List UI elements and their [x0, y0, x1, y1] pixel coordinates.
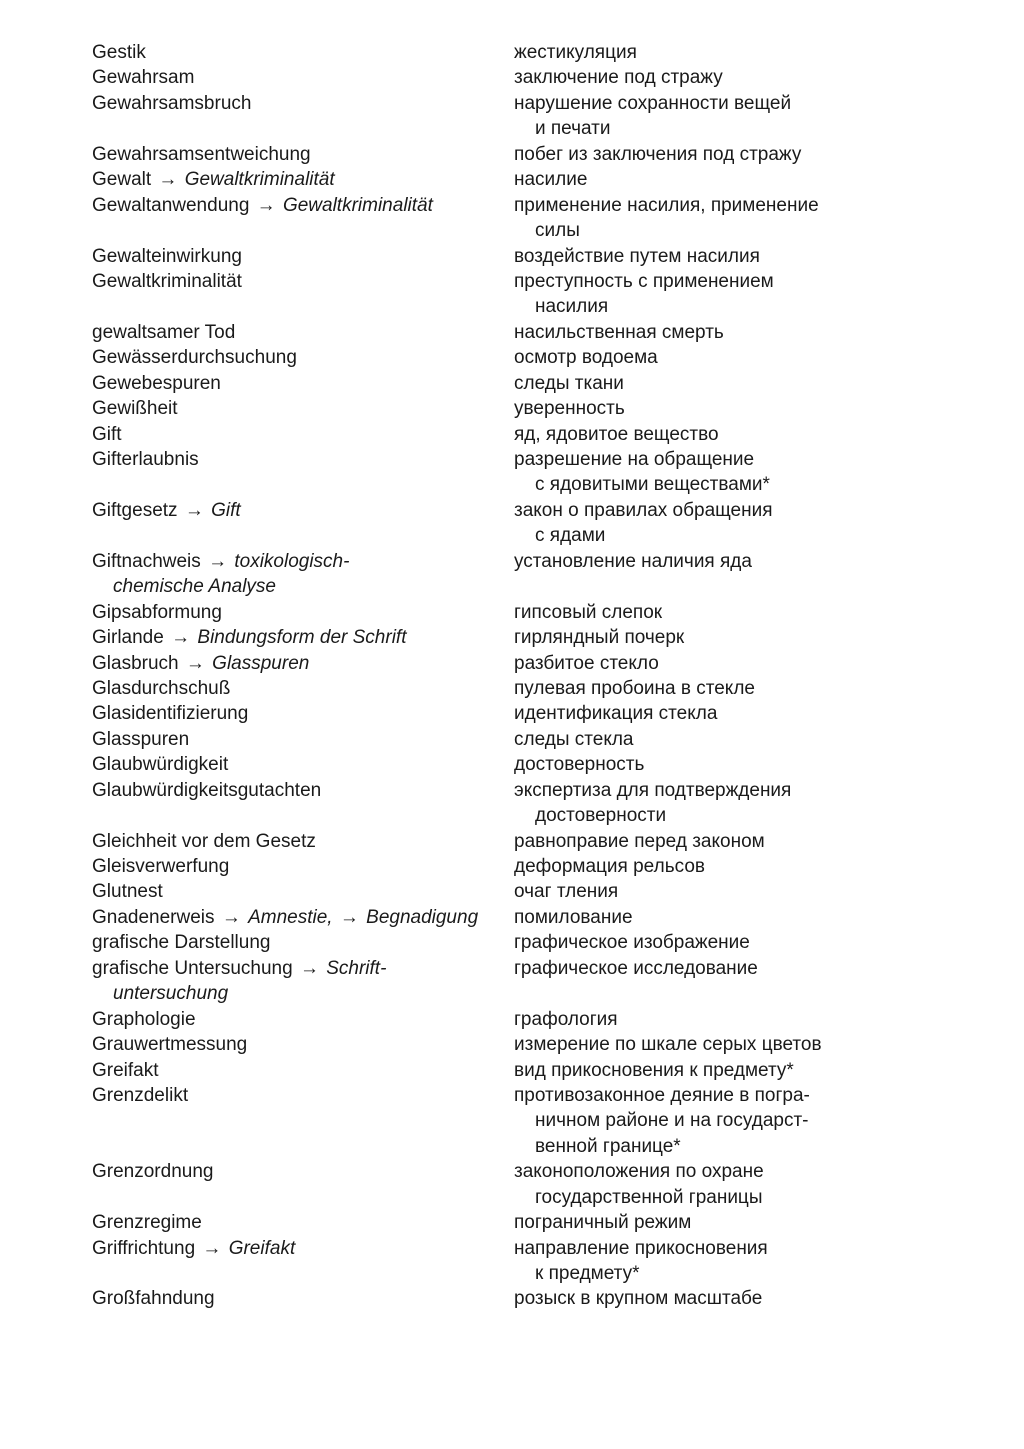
term-line — [92, 854, 507, 879]
term-line — [92, 752, 507, 777]
translation: воздействие путем насилия — [514, 245, 760, 267]
translation: насильственная смерть — [514, 321, 724, 343]
translation: законоположения по охране — [514, 1161, 764, 1183]
term-line — [92, 1007, 507, 1032]
term-continuation — [92, 574, 507, 599]
term-line — [92, 676, 507, 701]
translation: осмотр водоема — [514, 347, 658, 369]
translation: заключение под стражу — [514, 67, 723, 89]
headword: grafische Darstellung — [92, 932, 271, 954]
term-line — [92, 193, 507, 218]
cross-reference: Begnadigung — [366, 906, 479, 928]
term-line — [92, 727, 507, 752]
headword: Grenzdelikt — [92, 1084, 189, 1106]
term-line — [92, 422, 507, 447]
term-line — [92, 829, 507, 854]
term-line — [92, 1083, 507, 1108]
term-line — [92, 1210, 507, 1235]
translation: насилие — [514, 169, 588, 191]
translation: экспертиза для подтверждения — [514, 779, 792, 801]
translation-continuation: с ядовитыми веществами* — [535, 474, 770, 496]
term-line — [92, 701, 507, 726]
headword: Gestik — [92, 42, 146, 63]
translation: графическое исследование — [514, 957, 758, 979]
headword: Gewahrsam — [92, 67, 195, 89]
spacer — [514, 981, 864, 1006]
spacer — [92, 1185, 507, 1210]
russian-translations-column — [514, 40, 864, 1312]
term-line — [92, 142, 507, 167]
term-line — [92, 91, 507, 116]
arrow-icon: → — [208, 550, 228, 572]
translation-continuation: венной границе* — [535, 1135, 681, 1157]
translation: уверенность — [514, 398, 625, 420]
term-line — [92, 1286, 507, 1311]
arrow-icon: → — [299, 957, 319, 979]
translation: пулевая пробоина в стекле — [514, 677, 755, 699]
headword: Gleisverwerfung — [92, 856, 230, 877]
term-line — [92, 396, 507, 421]
term-line — [92, 244, 507, 269]
term-line — [92, 778, 507, 803]
cross-reference: Schrift- — [326, 957, 387, 979]
translation: применение насилия, применение — [514, 194, 819, 216]
arrow-icon: → — [202, 1237, 222, 1259]
translation: вид прикосновения к предмету* — [514, 1059, 794, 1081]
headword: Gewebespuren — [92, 372, 221, 394]
cross-reference: chemische Analyse — [113, 576, 276, 598]
cross-reference: Gewaltkriminalität — [282, 194, 433, 216]
headword: Glasdurchschuß — [92, 677, 231, 699]
translation-continuation: с ядами — [535, 525, 606, 547]
headword: Großfahndung — [92, 1288, 215, 1310]
translation: яд, ядовитое вещество — [514, 423, 719, 445]
term-line — [92, 1032, 507, 1057]
headword: Gift — [92, 423, 122, 445]
term-line — [92, 447, 507, 472]
spacer — [92, 294, 507, 319]
translation: разбитое стекло — [514, 652, 659, 674]
translation: жестикуляция — [514, 42, 637, 63]
headword: Graphologie — [92, 1008, 196, 1030]
translation: преступность с применением — [514, 270, 774, 292]
headword: Gleichheit vor dem Gesetz — [92, 830, 316, 852]
headword: Gipsabformung — [92, 601, 222, 623]
translation-continuation: достоверности — [535, 805, 667, 827]
spacer — [92, 472, 507, 497]
translation: графология — [514, 1008, 618, 1030]
translation: идентификация стекла — [514, 703, 718, 725]
translation: деформация рельсов — [514, 856, 705, 877]
translation: побег из заключения под стражу — [514, 143, 802, 165]
term-line — [92, 1236, 507, 1261]
headword: Glasspuren — [92, 728, 190, 750]
translation: достоверность — [514, 754, 645, 776]
term-line — [92, 269, 507, 294]
arrow-icon: → — [221, 906, 241, 928]
headword: Grauwertmessung — [92, 1034, 248, 1056]
headword: Greifakt — [92, 1059, 159, 1081]
translation: графическое изображение — [514, 932, 750, 954]
term-line — [92, 651, 507, 676]
translation: нарушение сохранности вещей — [514, 92, 792, 114]
translation: следы ткани — [514, 372, 624, 394]
translation-continuation: насилия — [535, 296, 609, 318]
translation: установление наличия яда — [514, 550, 752, 572]
translation: равноправие перед законом — [514, 830, 765, 852]
translation: пограничный режим — [514, 1212, 692, 1234]
headword: Gewalt — [92, 169, 152, 191]
translation: противозаконное деяние в погра- — [514, 1084, 810, 1106]
translation: розыск в крупном масштабе — [514, 1288, 763, 1310]
spacer — [92, 523, 507, 548]
german-terms-column — [92, 40, 507, 1312]
term-line — [92, 600, 507, 625]
term-continuation — [92, 981, 507, 1006]
cross-reference: Gift — [211, 499, 241, 521]
term-line — [92, 930, 507, 955]
term-line — [92, 905, 507, 930]
headword: Griffrichtung — [92, 1237, 196, 1259]
arrow-icon: → — [339, 906, 359, 928]
headword: Glasbruch — [92, 652, 179, 674]
translation: разрешение на обращение — [514, 449, 755, 470]
headword: gewaltsamer Tod — [92, 321, 236, 343]
cross-reference: Greifakt — [228, 1237, 296, 1259]
term-line — [92, 1159, 507, 1184]
term-line — [92, 65, 507, 90]
arrow-icon: → — [171, 627, 191, 649]
term-line — [92, 956, 507, 981]
headword: Glaubwürdigkeit — [92, 754, 229, 776]
term-line — [92, 167, 507, 192]
translation: гипсовый слепок — [514, 601, 663, 623]
arrow-icon: → — [184, 499, 204, 521]
cross-reference: Gewaltkriminalität — [184, 169, 335, 191]
term-line — [92, 40, 507, 65]
headword: Giftnachweis — [92, 550, 201, 572]
spacer — [514, 574, 864, 599]
cross-reference: Glasspuren — [212, 652, 310, 674]
headword: Glasidentifizierung — [92, 703, 249, 725]
translation-continuation: государственной границы — [535, 1186, 763, 1208]
headword: Gewahrsamsbruch — [92, 92, 252, 114]
headword: Girlande — [92, 627, 164, 649]
translation: закон о правилах обращения — [514, 499, 773, 521]
translation-continuation: ничном районе и на государст- — [535, 1110, 809, 1132]
spacer — [92, 116, 507, 141]
headword: Gewalteinwirkung — [92, 245, 242, 267]
spacer — [92, 803, 507, 828]
headword: Grenzordnung — [92, 1161, 214, 1183]
translation: измерение по шкале серых цветов — [514, 1034, 822, 1056]
arrow-icon: → — [158, 169, 178, 191]
headword: Gifterlaubnis — [92, 449, 199, 470]
cross-reference: Bindungsform der Schrift — [197, 627, 407, 649]
headword: Gewißheit — [92, 398, 178, 420]
headword: Gewahrsamsentweichung — [92, 143, 311, 165]
headword: Gnadenerweis — [92, 906, 215, 928]
cross-reference: toxikologisch- — [234, 550, 350, 572]
spacer — [92, 1261, 507, 1286]
term-line — [92, 879, 507, 904]
headword: Gewaltanwendung — [92, 194, 250, 216]
headword: grafische Untersuchung — [92, 957, 293, 979]
arrow-icon: → — [185, 652, 205, 674]
translation: следы стекла — [514, 728, 634, 750]
headword: Giftgesetz — [92, 499, 178, 521]
spacer — [92, 1134, 507, 1159]
cross-reference: untersuchung — [113, 983, 229, 1005]
term-line — [92, 1058, 507, 1083]
term-line — [92, 320, 507, 345]
headword: Glaubwürdigkeitsgutachten — [92, 779, 322, 801]
headword: Gewässerdurchsuchung — [92, 347, 297, 369]
term-line — [92, 345, 507, 370]
translation-continuation: силы — [535, 220, 580, 242]
headword: Gewaltkriminalität — [92, 270, 242, 292]
translation: направление прикосновения — [514, 1237, 768, 1259]
translation-continuation: к предмету* — [535, 1263, 640, 1284]
term-line — [92, 498, 507, 523]
term-line — [92, 549, 507, 574]
cross-reference: Amnestie, — [248, 906, 333, 928]
translation: очаг тления — [514, 881, 619, 903]
translation: гирляндный почерк — [514, 627, 685, 649]
headword: Grenzregime — [92, 1212, 202, 1234]
translation-continuation: и печати — [535, 118, 611, 140]
spacer — [92, 218, 507, 243]
spacer — [92, 1108, 507, 1133]
arrow-icon: → — [256, 194, 276, 216]
term-line — [92, 625, 507, 650]
translation: помилование — [514, 906, 633, 928]
headword: Glutnest — [92, 881, 163, 903]
term-line — [92, 371, 507, 396]
